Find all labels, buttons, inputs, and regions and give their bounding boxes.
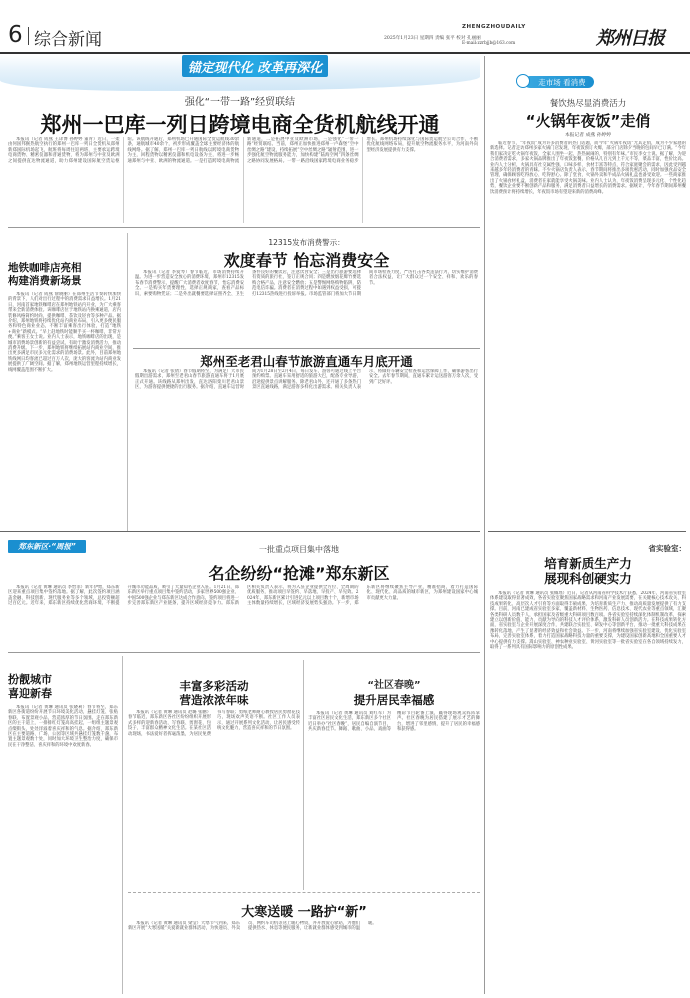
kuaixun-headline: 大寒送暖 一路护“新” (241, 905, 367, 920)
kuaixun-body (128, 921, 480, 993)
hotpot-body-text: 临近春节，“年夜饭”成为许多消费者的热门话题，而今年“火锅年夜饭”尤其走俏，成为不少家庭的新选择。记者走访郑州多家火锅门店发现，年夜饭预订火爆，部分门店除夕当晚的包间早已订满。“今年我们家决定吃火锅年夜饭，全家人围坐一起，热热闹闹的，特别有年味。”市民李女士说。据了解，为迎合消费者需求，多家火锅品牌推出了年夜饭套餐，价格从几百元到上千元不等，菜品丰富，性价比高。业内人士分析，火锅具有社交属性强、口味多样、食材丰富等特点，符合家庭聚会的需求，因此受到越来越多年轻消费者的青睐。不少火锅店负责人表示，春节期间将推出多项优惠活动，同时加强食品安全管理，确保顾客吃得放心、吃得舒心。除了堂食，火锅外卖和半成品火锅礼盒也备受欢迎。一些商家推出了火锅食材礼盒，消费者在家就能享受火锅美味。业内人士认为，年夜饭消费呈现多元化、个性化趋势，餐饮企业要不断创新产品和服务，满足消费者日益增长的消费需求。据统计，今年春节期间郑州餐饮消费预计将持续增长，年夜饭市场有望迎来新的消费高峰。 (490, 141, 686, 195)
email: E-mail:zzrbjjb@163.com (462, 41, 516, 46)
english-name: ZHENGZHOUDAILY (462, 24, 526, 30)
huodong-headline: 丰富多彩活动 营造浓浓年味 (179, 679, 249, 707)
hotpot-body (490, 141, 686, 530)
lead-body-text: 本报讯（记者 成燕 王译博 孙婷婷 董青）近日，一架由何国邦猴热航空执行的郑州一巴库一列日全货机从郑州新郑国际机场起飞，航班将每周往返两班，主要承运跨境电商货物、精密仪器和普通货物，将为郑州与中亚及欧洲之间提供直达物流通道，助力郑州建设国际航空货运枢纽。该航线开通后，郑州机场已开通国际全货运航线30余条，通航城市40余个，初步形成覆盖全球主要经济体的航线网络。据了解，郑州一巴库一列日航线以跨境电商货物为主，回程货物以精密仪器和机电设备为主，将进一步畅通郑州与中亚、欧洲的物流通道。一是打造跨境电商物流新通道，二是拓展中亚及欧洲市场，三是强化“一带一路”经贸联结。当前，郑州正加快推进郑州一卢森堡“空中丝绸之路”建设，持续拓展“空中丝绸之路”辐射范围，进一步强化航空物流服务能力，加快构建“陆海空网”四条丝绸之路协同发展格局。一带一路沿线国家跨境电商业务稳步增长。郑州机场持续深化与国际货运航空公司合作，不断优化航线网络布局，提升航空物流服务水平，为河南外向型经济发展提供有力支撑。 (8, 137, 478, 164)
coffee-headline: 地铁咖啡店亮相 构建消费新场景 (8, 262, 82, 287)
upper-section-rule (0, 531, 480, 532)
bianmin-body-text: 本报讯（记者 黄琳 通讯员 张晓莉）春节将至，郑东新区各街道纷纷开展节日环境美化活动，悬挂灯笼、张贴春联、布置景观小品，营造浓厚的节日氛围。走在郑东新区的主干道上，一排排红灯笼高高挂起，一组组主题景观点缀街头，处处洋溢着喜庆祥和的气息。据介绍，郑东新区在主要道路、广场、公园等区域共悬挂灯笼数千盏，布置主题景观数十处，同时加大环境卫生整治力度，确保市民在干净整洁、喜庆祥和的环境中欢度新春。 (8, 705, 118, 748)
chunwan-body (308, 711, 480, 887)
lead-bottom-rule (8, 227, 480, 228)
coffee-body-text: 本报讯（记者 成燕 俞晓丽）在郑州生活节奏转快加快的背景下，人们对出行过程中的消费需求日益增长。1月21日，河南首家地铁咖啡店在郑州地铁站内开业，为广大乘客带来全新消费体验。该咖啡店位于地铁站内换乘通道，店内装修风格简约时尚，提供咖啡、茶饮及轻食等多种产品。据介绍，郑州地铁将持续优化站内商业布局，引入更多便民服务和特色商业业态，不断丰富乘客出行体验，打造“地铁+商业”新模式。“早上赶地铁时能顺手买一杯咖啡，非常方便。”乘客王女士说。业内人士表示，地铁咖啡店的出现，是城市消费场景创新的有益尝试，有助于激发消费活力，推动消费升级。下一步，郑州地铁将继续拓展站内商业空间，推出更多满足市民多元化需求的消费场景。此外，目前郑州地铁线网日均客流已超过百万人次，庞大的客流为站内商业发展提供了广阔空间。据了解，郑州地铁运营里程持续增长，线网覆盖范围不断扩大。 (8, 292, 121, 373)
zhengdong-bottom-rule (8, 652, 480, 653)
lead-body (8, 137, 478, 223)
songshan-body-text: 本报讯（记者 张倩）春节假期将至，为满足广大市民假期出游需求，郑州至老君山春节旅游直通车将于1月底正式开通。该线路从郑州出发，直达洛阳栾川老君山景区，为游客提供便捷的出行服务。据介绍，直通车运营时间为1月28日至2月4日，每日发车，游客可通过线上平台预约购票。直通车采用舒适的旅游大巴，配备专业导游，沿途提供景点讲解服务。除老君山外，还开通了多条热门景区直通线路，满足游客多样化出游需求。相关负责人表示，将做好车辆安全检查和运营保障工作，确保游客出行安全。去年春节期间，直通车累计运送游客万余人次，受到广泛好评。 (135, 369, 478, 391)
chunwan-headline: 提升居民幸福感 (353, 693, 435, 707)
tech-headline: 培育新质生产力 展现科创硬实力 (544, 556, 632, 586)
huodong-body (128, 710, 300, 886)
zhengdong-body (8, 585, 478, 650)
bianmin-headline: 扮靓城市 喜迎新春 (8, 673, 52, 700)
section-title: 综合新闻 (34, 30, 102, 50)
huodong-divider (303, 660, 304, 890)
masthead (0, 0, 690, 50)
page-number: 6 (8, 22, 23, 48)
chunwan-kicker: “社区春晚” (367, 680, 421, 691)
market-section-icon (516, 74, 530, 88)
songshan-headline: 郑州至老君山春节旅游直通车月底开通 (200, 354, 413, 369)
zhengdong-kicker: 一批重点项目集中落地 (259, 545, 339, 554)
tech-body (490, 591, 686, 994)
consume-kicker: 12315发布消费警示： (268, 238, 345, 247)
market-section-label: 走市场 看消费 (538, 78, 586, 87)
tech-body-text: 本报讯（记者 黄琳 通讯员 张佩瑶）近日，记者从河南省科学技术厅获悉，2024年，河南省实验室体系建设取得显著成效，各省实验室聚焦国家战略需求和河南产业发展需要，在关键核心技术攻关、科技成果转化、高层次人才引育等方面取得丰硕成果，为培育新质生产力、推动高质量发展提供了有力支撑。目前，河南已建成省实验室多家，覆盖新材料、生物医药、信息技术、现代农业等重点领域，汇聚各类科研人员数千人，承担国家及省级重大科研项目数百项。各省实验室持续深化体制机制改革，探索建立以创新价值、能力、贡献为导向的科技人才评价体系，激发科研人员创新活力。在科技成果转化方面，省实验室与企业开展深度合作，共建联合实验室、研发中心等创新平台，推动一批重大科技成果在豫转化落地，产生了显著的经济效益和社会效益。下一步，河南将继续加强省实验室建设，优化实验室布局，完善实验室体系，着力打造国家战略科技力量的重要支撑，为建设国家创新高地和全国重要人才中心提供有力支撑。嵩山实验室、神农种业实验室、黄河实验室等一批省实验室在各自领域持续发力，取得了一系列具有国际影响力的原创性成果。 (490, 591, 686, 651)
huodong-body-text: 本报讯（记者 黄琳 通讯员 赵璐 张鹏）春节临近，郑东新区各社区纷纷组织开展形式多样的迎新春活动，写春联、剪窗花、包饺子，丰富群众精神文化生活。在某社区活动现场，书法爱好者挥毫泼墨，为居民免费书写春联；剪纸老师耐心教授居民剪窗花技巧，现场欢声笑语不断。社区工作人员表示，通过开展系列文化活动，让居民感受传统文化魅力，营造喜庆祥和的节日氛围。 (128, 710, 300, 737)
main-column-divider (484, 56, 485, 994)
kuaixun-body-text: 本报讯（记者 黄琳 通讯员 梁莹）大寒节气到来，郑东新区开展“大寒送暖”关爱新就业群体活动，为快递员、外卖员、网约车司机等送上暖心物资，并开放爱心驿站，为他们提供热水、休息等便民服务，让新就业群体感受到城市的温暖。 (128, 921, 377, 932)
bianmin-body (8, 705, 118, 993)
hotpot-kicker: 餐饮热尽显消费活力 (549, 99, 627, 109)
chunwan-body-text: 本报讯（记者 黄琳 通讯员 刘红军）为丰富社区居民文化生活，郑东新区多个社区近日举办“社区春晚”，居民自编自演节目，共庆新春佳节。舞蹈、歌曲、小品、戏曲等精彩节目轮番上演，赢得现场观众阵阵掌声。社区春晚为居民搭建了展示才艺的舞台，增进了邻里感情，提升了居民的幸福感和获得感。 (308, 711, 480, 733)
zhengdong-headline: 名企纷纷“抢滩”郑东新区 (208, 564, 390, 583)
district-section-label: 郑东新区·“周报” (18, 542, 76, 551)
consume-body-text: 本报讯（记者 李爱琴）春节临近，市场消费持续升温。为进一步营造安全放心的消费环境，郑州市12315发布春节消费警示，提醒广大消费者欢度春节，怡忘消费安全。一是购买年货要理性，选择正规商家，查看产品标识，索要购物凭证；二是外出就餐要选择证照齐全、卫生条件良好的餐饮店，注意饮食安全；三是出行旅游要选择有资质的旅行社，签订正规合同；四是燃放烟花爆竹要选购合格产品，注意安全燃放；五是警惕网络购物陷阱，防范电信诈骗。消费者在消费过程中如遇到权益受损，可拨打12315热线进行投诉举报。市场监管部门将加大节日期间市场检查力度，严厉打击各类违法行为，切实维护消费者合法权益，让广大群众过一个安全、祥和、欢乐的春节。 (135, 270, 478, 297)
tech-kicker: 省实验室： (648, 544, 686, 553)
songshan-body (135, 369, 478, 439)
consume-body (135, 270, 478, 346)
masthead-divider (28, 27, 29, 45)
consume-bottom-rule (133, 348, 480, 349)
banner-title: 锚定现代化 改革再深化 (187, 61, 323, 76)
lead-kicker: 强化“一带一路”经贸联结 (184, 97, 296, 108)
hotpot-headline: “火锅年夜饭”走俏 (525, 112, 651, 130)
newspaper-logo: 郑州日报 (596, 28, 664, 49)
coffee-body (8, 292, 121, 528)
zhengdong-body-text: 本报讯（记者 黄琳 通讯员 李怡菲）新年伊始，郑东新区迎来重点项目集中签约落地。据了解，此次签约项目涵盖金融、科技创新、现代服务业等多个领域，总投资额超过百亿元。近年来，郑东新区持续优化营商环境，不断提升城市功能品质，吸引了大量知名企业入驻。1月21日，郑东新区举行重点项目集中签约活动，多家世界500强企业、中国500强企业与郑东新区达成合作意向。签约项目将进一步完善郑东新区产业链条，提升区域经济竞争力。郑东新区相关负责人表示，将为入驻企业提供全方位、全周期的优质服务，推动项目早签约、早落地、早投产、早见效。2024年，郑东新区累计引进亿元以上项目数十个，新增市场主体数量持续增长，区域经济发展势头强劲。下一步，郑东新区将继续聚焦主导产业，精准招商，着力打造国际化、现代化、高品质的城市新区，为郑州建设国家中心城市贡献更大力量。 (8, 585, 478, 607)
consume-headline: 欢度春节 怡忘消费安全 (223, 251, 390, 270)
bianmin-divider (122, 656, 123, 994)
right-column-rule (488, 531, 686, 532)
hotpot-byline: 本报记者 成燕 孙婷婷 (564, 133, 612, 138)
kuaixun-top-rule (128, 892, 480, 893)
lead-headline: 郑州一巴库一列日跨境电商全货机航线开通 (40, 113, 440, 137)
masthead-rule (0, 52, 690, 54)
date-line: 2025年1月23日 星期四 责编 张平 校对 孔丽丽 (384, 36, 481, 41)
coffee-divider (127, 233, 128, 531)
